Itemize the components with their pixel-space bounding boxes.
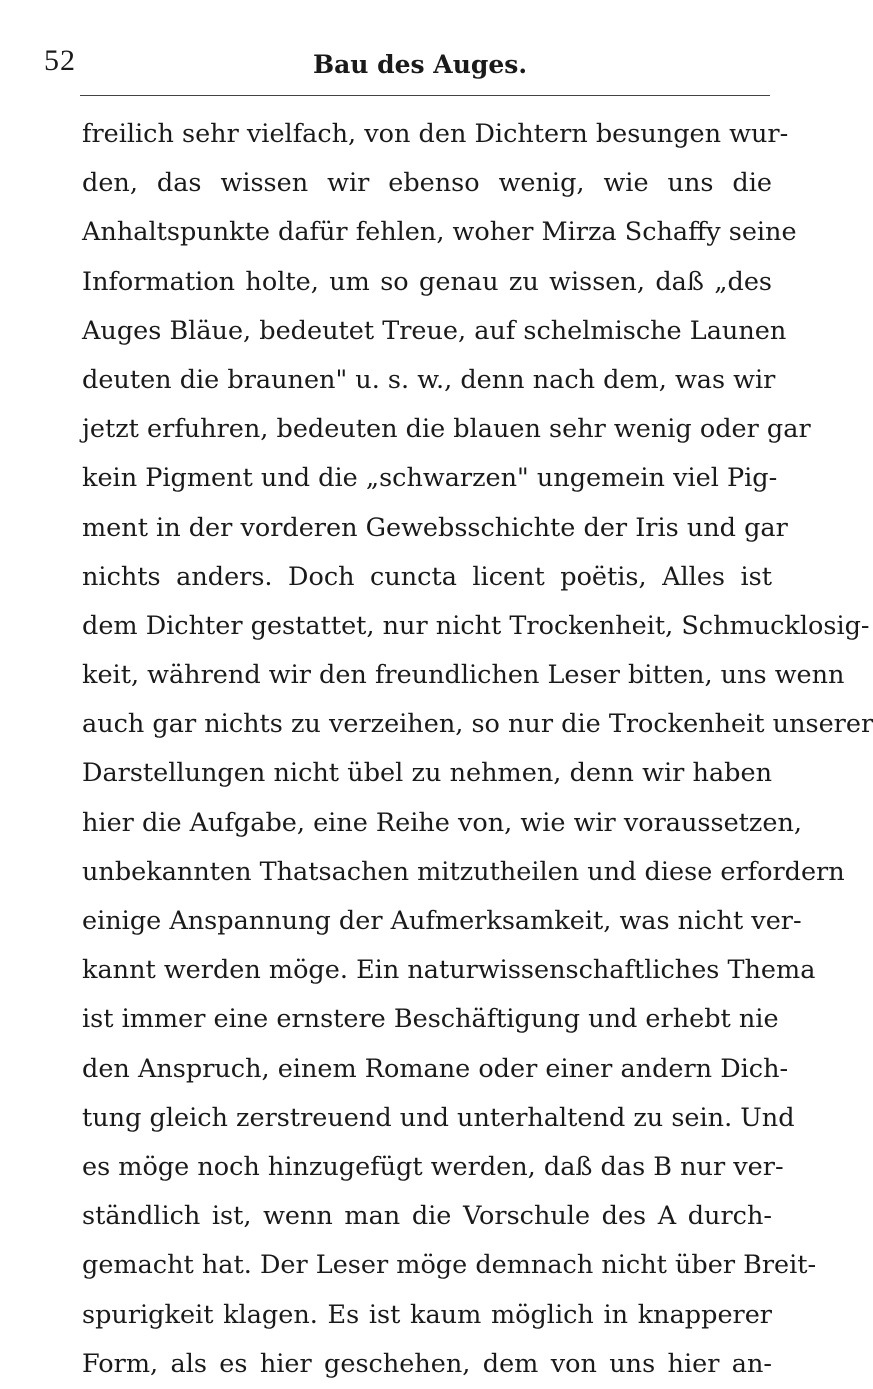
text-line: keit, während wir den freundlichen Leser bitten, uns wenn [82,660,845,691]
body-text [82,110,873,1389]
text-line: den Anspruch, einem Romane oder einer andern Dich- [82,1053,789,1084]
text-line: einige Anspannung der Aufmerksamkeit, was nicht ver- [82,906,802,936]
text-line: nichts anders. Doch cuncta licent poëtis, Alles ist [82,561,772,592]
text-line: ist immer eine ernstere Beschäftigung und erhebt nie [82,1004,779,1035]
text-line: Information holte, um so genau zu wissen, daß „des [82,266,772,297]
text-line: unbekannten Thatsachen mitzutheilen und diese erfordern [82,856,845,887]
text-line: gemacht hat. Der Leser möge demnach nicht über Breit- [82,1250,817,1281]
text-line: Form, als es hier geschehen, dem von uns hier an- [82,1348,772,1379]
text-line: Darstellungen nicht übel zu nehmen, denn wir haben [82,758,772,789]
running-head: Bau des Auges. [312,50,528,79]
text-line: spurigkeit klagen. Es ist kaum möglich in knapperer [82,1299,772,1330]
page-number: 52 [44,44,76,77]
text-line: den, das wissen wir ebenso wenig, wie uns die [82,168,772,199]
text-line: auch gar nichts zu verzeihen, so nur die Trockenheit unserer [82,709,873,740]
header-rule [80,95,770,96]
text-line: es möge noch hinzugefügt werden, daß das B nur ver- [82,1151,784,1182]
text-line: ment in der vorderen Gewebsschichte der Iris und gar [82,512,788,543]
text-line: Anhaltspunkte dafür fehlen, woher Mirza Schaffy seine [82,217,797,248]
text-line: tung gleich zerstreuend und unterhaltend zu sein. Und [82,1102,795,1133]
text-line: jetzt erfuhren, bedeuten die blauen sehr wenig oder gar [82,414,811,445]
text-line: dem Dichter gestattet, nur nicht Trockenheit, Schmucklosig- [82,610,870,641]
text-line: kannt werden möge. Ein naturwissenschaftliches Thema [82,955,816,986]
text-line: kein Pigment und die „schwarzen" ungemein viel Pig- [82,463,778,494]
text-line: Auges Bläue, bedeutet Treue, auf schelmische Launen [82,315,787,346]
text-line: freilich sehr vielfach, von den Dichtern besungen wur- [82,119,789,149]
text-line: deuten die braunen" u. s. w., denn nach dem, was wir [82,364,776,395]
text-line: hier die Aufgabe, eine Reihe von, wie wir voraussetzen, [82,807,802,838]
text-line: ständlich ist, wenn man die Vorschule des A durch- [82,1201,772,1232]
